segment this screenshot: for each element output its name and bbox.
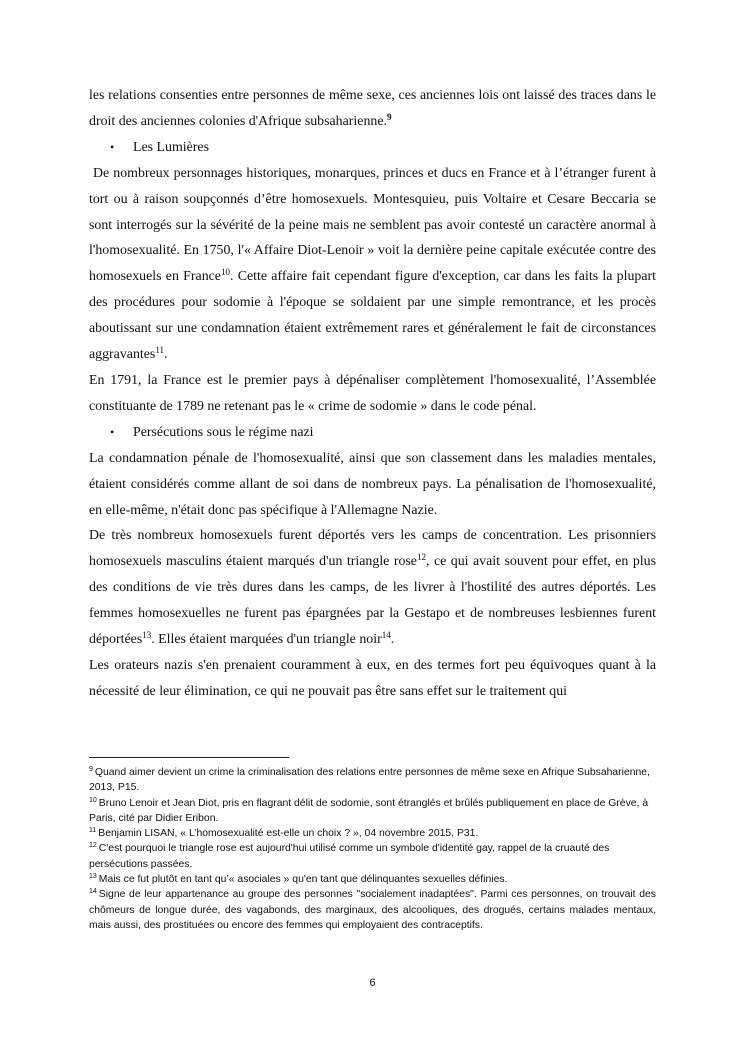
bullet-icon: • xyxy=(110,424,115,439)
footnote-separator xyxy=(89,757,289,758)
paragraph-deportation: De très nombreux homosexuels furent déportés vers les camps de concentration. Les prisonniers homosexuels masculins étaient marqués d'un triangle rose$^{12}$, ce qui avait souvent pour effet, en plus des conditions de vie très dures dans les camps, de les livrer à l'hostilité des autres déportés. Les femmes homosexuelles ne furent pas épargnées par la Gestapo et de nombreuses lesbiennes furent déportées$^{13}$. Elles étaient marquées d'un triangle noir$^{14}$. xyxy=(89,528,657,648)
footnote-11: $^{11}$ Benjamin LISAN, « L’homosexualité est-elle un choix ? », 04 novembre 2015, P31. xyxy=(89,827,479,840)
footnotes xyxy=(89,765,656,933)
bullet-label: Les Lumières xyxy=(133,139,209,155)
footnote-12: $^{12}$ C'est pourquoi le triangle rose est aujourd'hui utilisé comme un symbole d'identité gay, rappel de la cruauté des persécutions passées. xyxy=(89,842,610,870)
footnote-ref-14[interactable]: 14 xyxy=(381,630,391,641)
footnote-13: $^{13}$ Mais ce fut plutôt en tant qu’« asociales » qu'en tant que délinquantes sexuelles définies. xyxy=(89,873,508,886)
paragraph-lumieres: De nombreux personnages historiques, monarques, princes et ducs en France et à l’étranger furent à tort ou à raison soupçonnés d’être homosexuels. Montesquieu, puis Voltaire et Cesare Beccaria se sont interrogés sur la sévérité de la peine mais ne semblent pas avoir contesté un caractère anormal à l'homosexualité. En 1750, l'« Affaire Diot-Lenoir » voit la dernière peine capitale exécutée contre des homosexuels en France$^{10}$. Cette affaire fait cependant figure d'exception, car dans les faits la plupart des procédures pour sodomie à l'époque se soldaient par une simple remontrance, et les procès aboutissant sur une condamnation étaient extrêmement rares et généralement le fait de circonstances aggravantes$^{11}$. xyxy=(89,165,657,363)
footnote-ref-11[interactable]: 11 xyxy=(155,345,165,356)
page-number: 6 xyxy=(369,977,376,989)
footnote-ref-13[interactable]: 13 xyxy=(142,630,152,641)
paragraph-condamnation: La condamnation pénale de l'homosexualité, ainsi que son classement dans les maladies mentales, étaient considérés comme allant de soi dans de nombreux pays. La pénalisation de l'homosexualité, en elle-même, n'était donc pas spécifique à l'Allemagne Nazie. xyxy=(89,450,656,518)
footnote-ref-12[interactable]: 12 xyxy=(416,552,426,563)
bullet-label: Persécutions sous le régime nazi xyxy=(133,424,314,440)
paragraph-colonies: les relations consenties entre personnes de même sexe, ces anciennes lois ont laissé des traces dans le droit des anciennes colonies d'Afrique subsaharienne.$^9$ xyxy=(89,88,656,129)
footnote-10: $^{10}$ Bruno Lenoir et Jean Diot, pris en flagrant délit de sodomie, sont étranglés et brûlés publiquement en place de Grève, à Paris, cité par Didier Eribon. xyxy=(89,796,649,824)
paragraph-orateurs: Les orateurs nazis s'en prenaient couramment à eux, en des termes fort peu équivoques quant à la nécessité de leur élimination, ce qui ne pouvait pas être sans effet sur le traitement qui xyxy=(89,657,656,699)
bullet-persecutions xyxy=(110,420,656,446)
bullet-icon: • xyxy=(110,139,115,154)
footnote-ref-9[interactable]: 9 xyxy=(386,111,392,122)
footnote-9: $^9$ Quand aimer devient un crime la criminalisation des relations entre personnes de même sexe en Afrique Subsaharienne, 2013, P15. xyxy=(89,766,650,794)
bullet-les-lumieres xyxy=(110,135,656,161)
body-text xyxy=(89,83,656,705)
footnote-14: $^{14}$ Signe de leur appartenance au groupe des personnes "socialement inadaptées". Parmi ces personnes, on trouvait des chômeurs de longue durée, des vagabonds, des marginaux, des alcooliques, des drogués, certains malades mentaux, mais aussi, des prostituées ou encore des femmes qui employaient des contraceptifs. xyxy=(89,888,656,931)
footnote-ref-10[interactable]: 10 xyxy=(220,267,230,278)
paragraph-1791: En 1791, la France est le premier pays à dépénaliser complètement l'homosexualité, l’Assemblée constituante de 1789 ne retenant pas le « crime de sodomie » dans le code pénal. xyxy=(89,372,656,414)
